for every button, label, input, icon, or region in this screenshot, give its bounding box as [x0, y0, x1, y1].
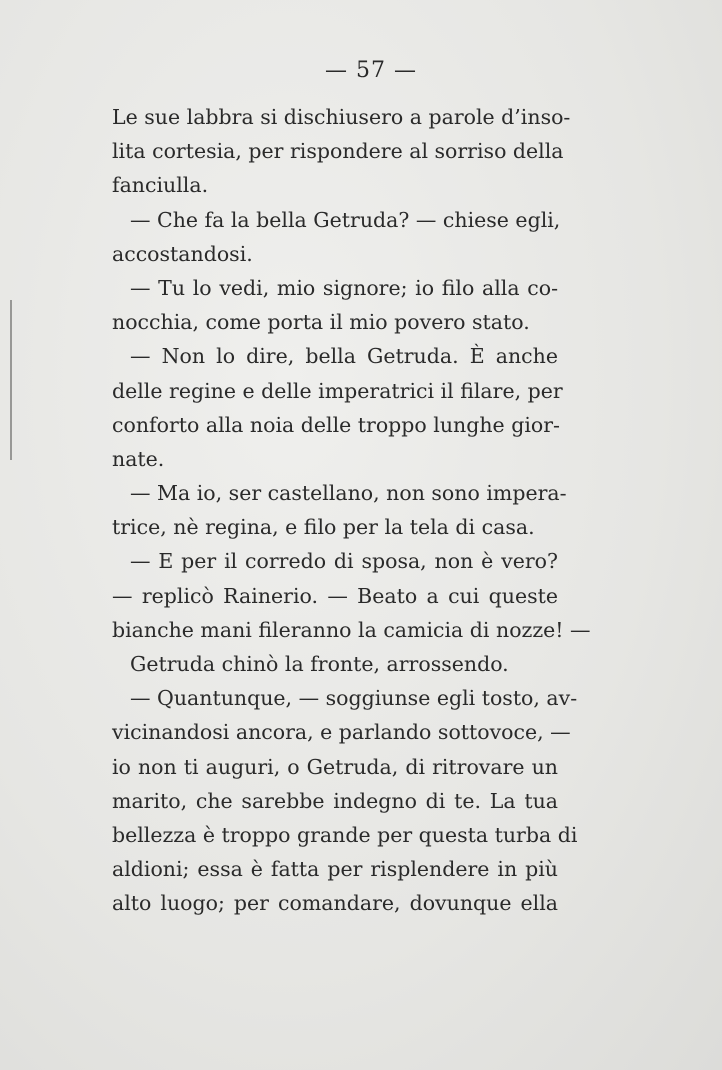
text-line: — Non lo dire, bella Getruda. È anche — [130, 344, 558, 369]
text-line: aldioni; essa è fatta per risplendere in più — [112, 857, 558, 882]
text-line: marito, che sarebbe indegno di te. La tua — [112, 788, 558, 813]
text-line: lita cortesia, per rispondere al sorriso della — [112, 139, 564, 164]
text-line: — Ma io, ser castellano, non sono impera- — [130, 481, 567, 506]
text-line: — Che fa la bella Getruda? — chiese egli, — [130, 207, 561, 232]
text-line: bianche mani fileranno la camicia di nozze! — — [112, 617, 591, 642]
text-line: fanciulla. — [112, 173, 209, 198]
text-line: conforto alla noia delle troppo lunghe gior- — [112, 412, 560, 437]
text-line: — Quantunque, — soggiunse egli tosto, av- — [130, 686, 578, 711]
text-line: alto luogo; per comandare, dovunque ella — [112, 891, 558, 916]
binding-mark — [10, 300, 18, 460]
text-line: Le sue labbra si dischiusero a parole d’inso- — [112, 105, 571, 129]
text-line: bellezza è troppo grande per questa turba di — [112, 822, 578, 847]
text-line: Getruda chinò la fronte, arrossendo. — [130, 652, 509, 676]
text-line: delle regine e delle imperatrici il filare, per — [112, 378, 563, 403]
page-number: — 57 — — [325, 58, 417, 83]
text-line: — E per il corredo di sposa, non è vero? — [130, 549, 558, 574]
text-line: vicinandosi ancora, e parlando sottovoce, — — [112, 720, 571, 745]
text-line: — replicò Rainerio. — Beato a cui queste — [112, 583, 558, 608]
text-line: — Tu lo vedi, mio signore; io filo alla co- — [130, 275, 558, 300]
text-line: accostandosi. — [112, 241, 253, 266]
text-line: io non ti auguri, o Getruda, di ritrovare un — [112, 754, 558, 779]
text-line: nocchia, come porta il mio povero stato. — [112, 310, 530, 335]
text-line: nate. — [112, 446, 165, 471]
body-text — [112, 100, 591, 921]
text-line: trice, nè regina, e filo per la tela di casa. — [112, 515, 535, 540]
